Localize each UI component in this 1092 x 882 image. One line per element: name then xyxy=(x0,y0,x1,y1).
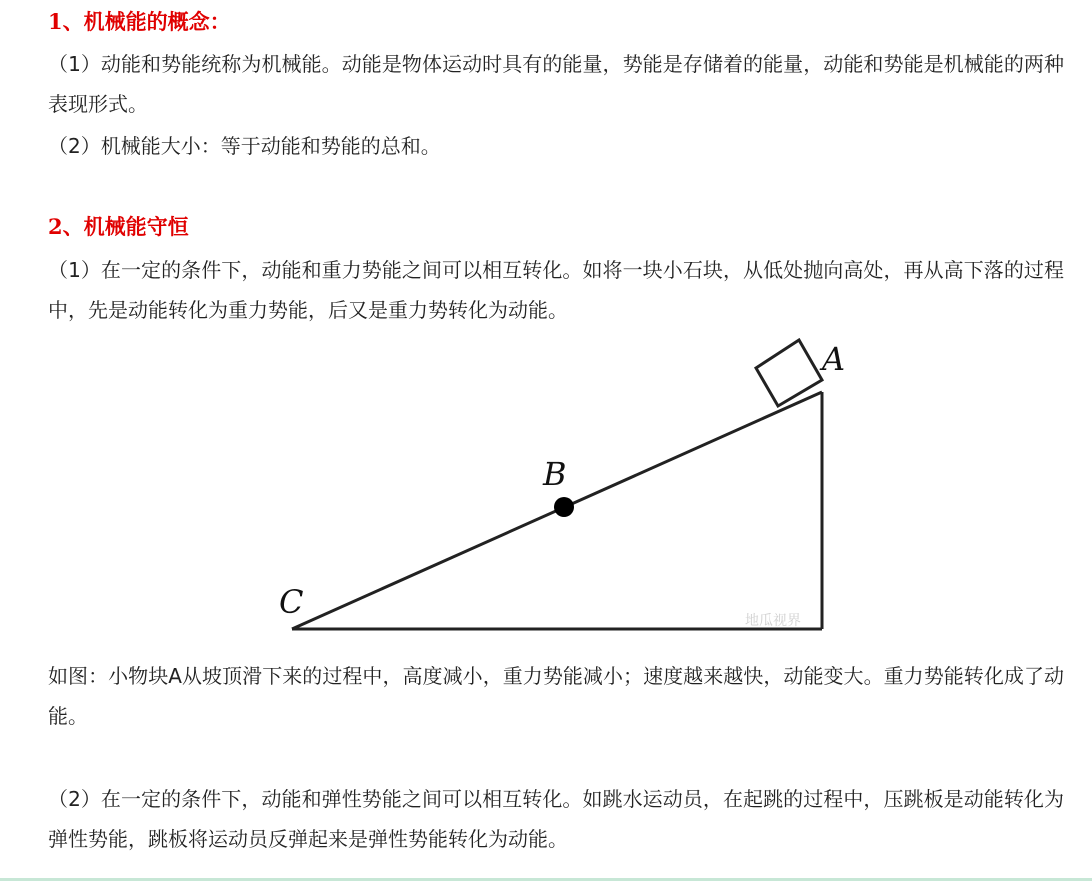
section2-paragraph-1: （1）在一定的条件下，动能和重力势能之间可以相互转化。如将一块小石块，从低处抛向高处，再从高下落的过程中，先是动能转化为重力势能，后又是重力势转化为动能。 xyxy=(48,258,1064,322)
bottom-border xyxy=(0,878,1092,881)
section1-paragraph-1: （1）动能和势能统称为机械能。动能是物体运动时具有的能量，势能是存储着的能量，动能和势能是机械能的两种表现形式。 xyxy=(48,52,1064,116)
section2-title: 2、机械能守恒 xyxy=(48,214,189,239)
incline-diagram xyxy=(260,330,860,650)
point-b-dot xyxy=(554,497,574,517)
label-b: B xyxy=(543,455,567,493)
section1-title: 1、机械能的概念： xyxy=(48,9,231,34)
label-a: A xyxy=(822,340,846,378)
section2-paragraph-2: （2）在一定的条件下，动能和弹性势能之间可以相互转化。如跳水运动员，在起跳的过程中，压跳板是动能转化为弹性势能，跳板将运动员反弹起来是弹性势能转化为动能。 xyxy=(48,787,1064,851)
section1-paragraph-2: （2）机械能大小：等于动能和势能的总和。 xyxy=(48,134,441,158)
label-c: C xyxy=(279,583,304,621)
watermark-text: 地瓜视界 xyxy=(745,613,801,629)
figure-caption: 如图：小物块A从坡顶滑下来的过程中，高度减小，重力势能减小；速度越来越快，动能变大。重力势能转化成了动能。 xyxy=(48,664,1064,728)
